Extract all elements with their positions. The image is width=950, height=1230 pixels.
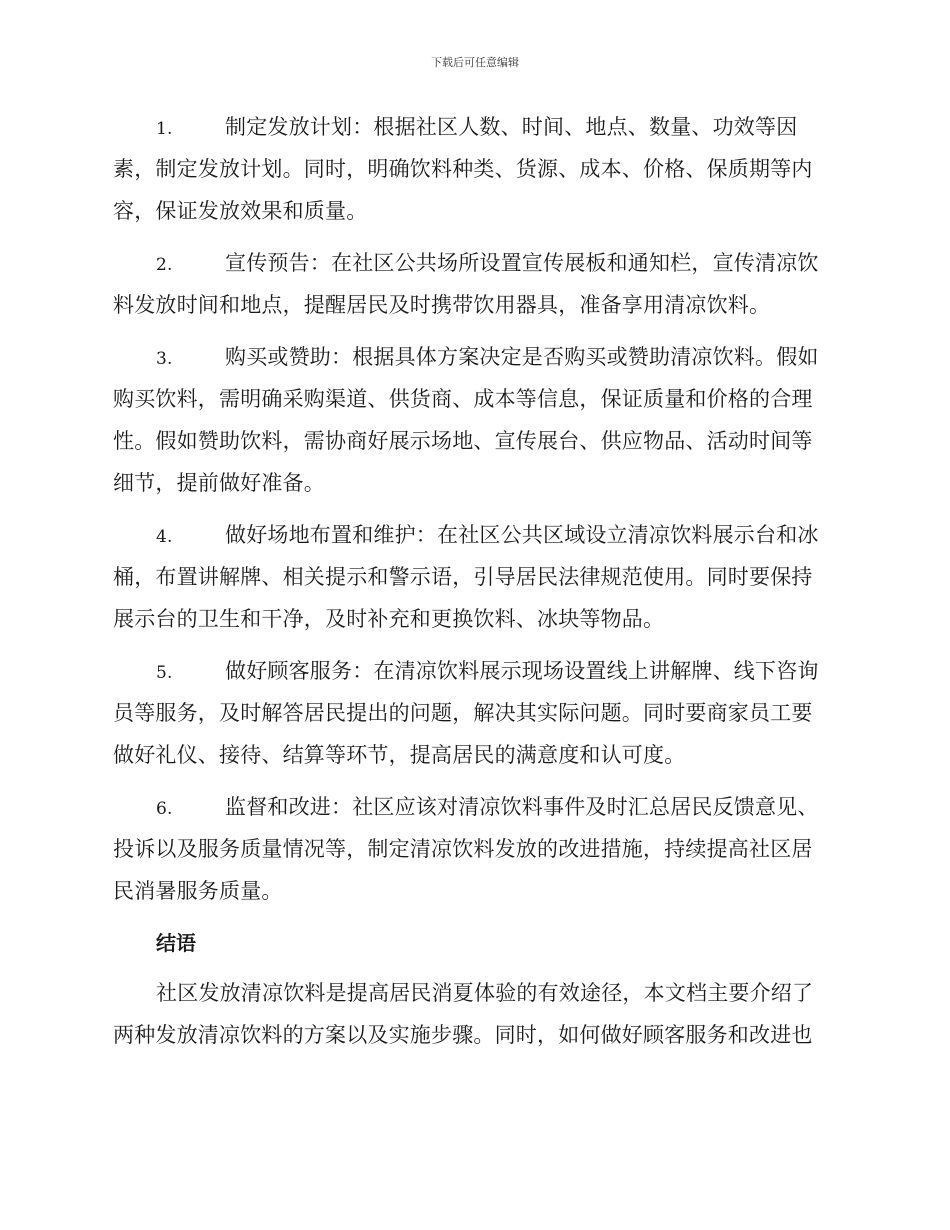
list-item-first-line xyxy=(113,106,835,148)
list-item xyxy=(113,336,835,504)
list-item-number: 4. xyxy=(156,527,173,547)
list-item-number: 3. xyxy=(156,349,173,369)
list-item-first-line xyxy=(113,336,835,378)
section-heading: 结语 xyxy=(156,931,196,955)
list-item-number: 5. xyxy=(156,663,173,683)
page-header: 下载后可任意编辑 xyxy=(431,56,519,69)
list-item-line: 员等服务，及时解答居民提出的问题，解决其实际问题。同时要商家员工要 xyxy=(113,701,813,725)
list-item-number: 1. xyxy=(156,119,173,139)
list-item-text: 制定发放计划：根据社区人数、时间、地点、数量、功效等因 xyxy=(225,115,798,139)
list-item-first-line xyxy=(113,242,835,284)
list-item-line: 料发放时间和地点，提醒居民及时携带饮用器具，准备享用清凉饮料。 xyxy=(113,293,771,317)
list-item-text: 做好顾客服务：在清凉饮料展示现场设置线上讲解牌、线下咨询 xyxy=(225,659,819,683)
paragraph-line: 社区发放清凉饮料是提高居民消夏体验的有效途径，本文档主要介绍了 xyxy=(156,981,814,1005)
list-item-text: 做好场地布置和维护：在社区公共区域设立清凉饮料展示台和冰 xyxy=(225,523,819,547)
list-item-text: 宣传预告：在社区公共场所设置宣传展板和通知栏，宣传清凉饮 xyxy=(225,251,819,275)
list-item xyxy=(113,242,835,326)
list-item-first-line xyxy=(113,514,835,556)
list-item xyxy=(113,514,835,640)
list-item-first-line xyxy=(113,786,835,828)
list-item-line: 购买饮料，需明确采购渠道、供货商、成本等信息，保证质量和价格的合理 xyxy=(113,387,813,411)
list-item-line: 性。假如赞助饮料，需协商好展示场地、宣传展台、供应物品、活动时间等 xyxy=(113,429,813,453)
list-item-text: 监督和改进：社区应该对清凉饮料事件及时汇总居民反馈意见、 xyxy=(225,795,819,819)
list-item-line: 素，制定发放计划。同时，明确饮料种类、货源、成本、价格、保质期等内 xyxy=(113,157,813,181)
list-item-line: 做好礼仪、接待、结算等环节，提高居民的满意度和认可度。 xyxy=(113,743,686,767)
list-item xyxy=(113,786,835,912)
list-item-line: 桶，布置讲解牌、相关提示和警示语，引导居民法律规范使用。同时要保持 xyxy=(113,565,813,589)
list-item xyxy=(113,650,835,776)
list-item-line: 民消暑服务质量。 xyxy=(113,879,283,903)
list-item-line: 容，保证发放效果和质量。 xyxy=(113,199,368,223)
list-item-line: 细节，提前做好准备。 xyxy=(113,471,325,495)
list-item-first-line xyxy=(113,650,835,692)
paragraph-line: 两种发放清凉饮料的方案以及实施步骤。同时，如何做好顾客服务和改进也 xyxy=(113,1023,813,1047)
list-item-text: 购买或赞助：根据具体方案决定是否购买或赞助清凉饮料。假如 xyxy=(225,345,819,369)
conclusion-paragraph xyxy=(113,972,835,1056)
document-body xyxy=(113,106,835,1056)
list-item-line: 投诉以及服务质量情况等，制定清凉饮料发放的改进措施，持续提高社区居 xyxy=(113,837,813,861)
list-item-line: 展示台的卫生和干净，及时补充和更换饮料、冰块等物品。 xyxy=(113,607,665,631)
list-item xyxy=(113,106,835,232)
list-item-number: 6. xyxy=(156,799,173,819)
list-item-number: 2. xyxy=(156,255,173,275)
